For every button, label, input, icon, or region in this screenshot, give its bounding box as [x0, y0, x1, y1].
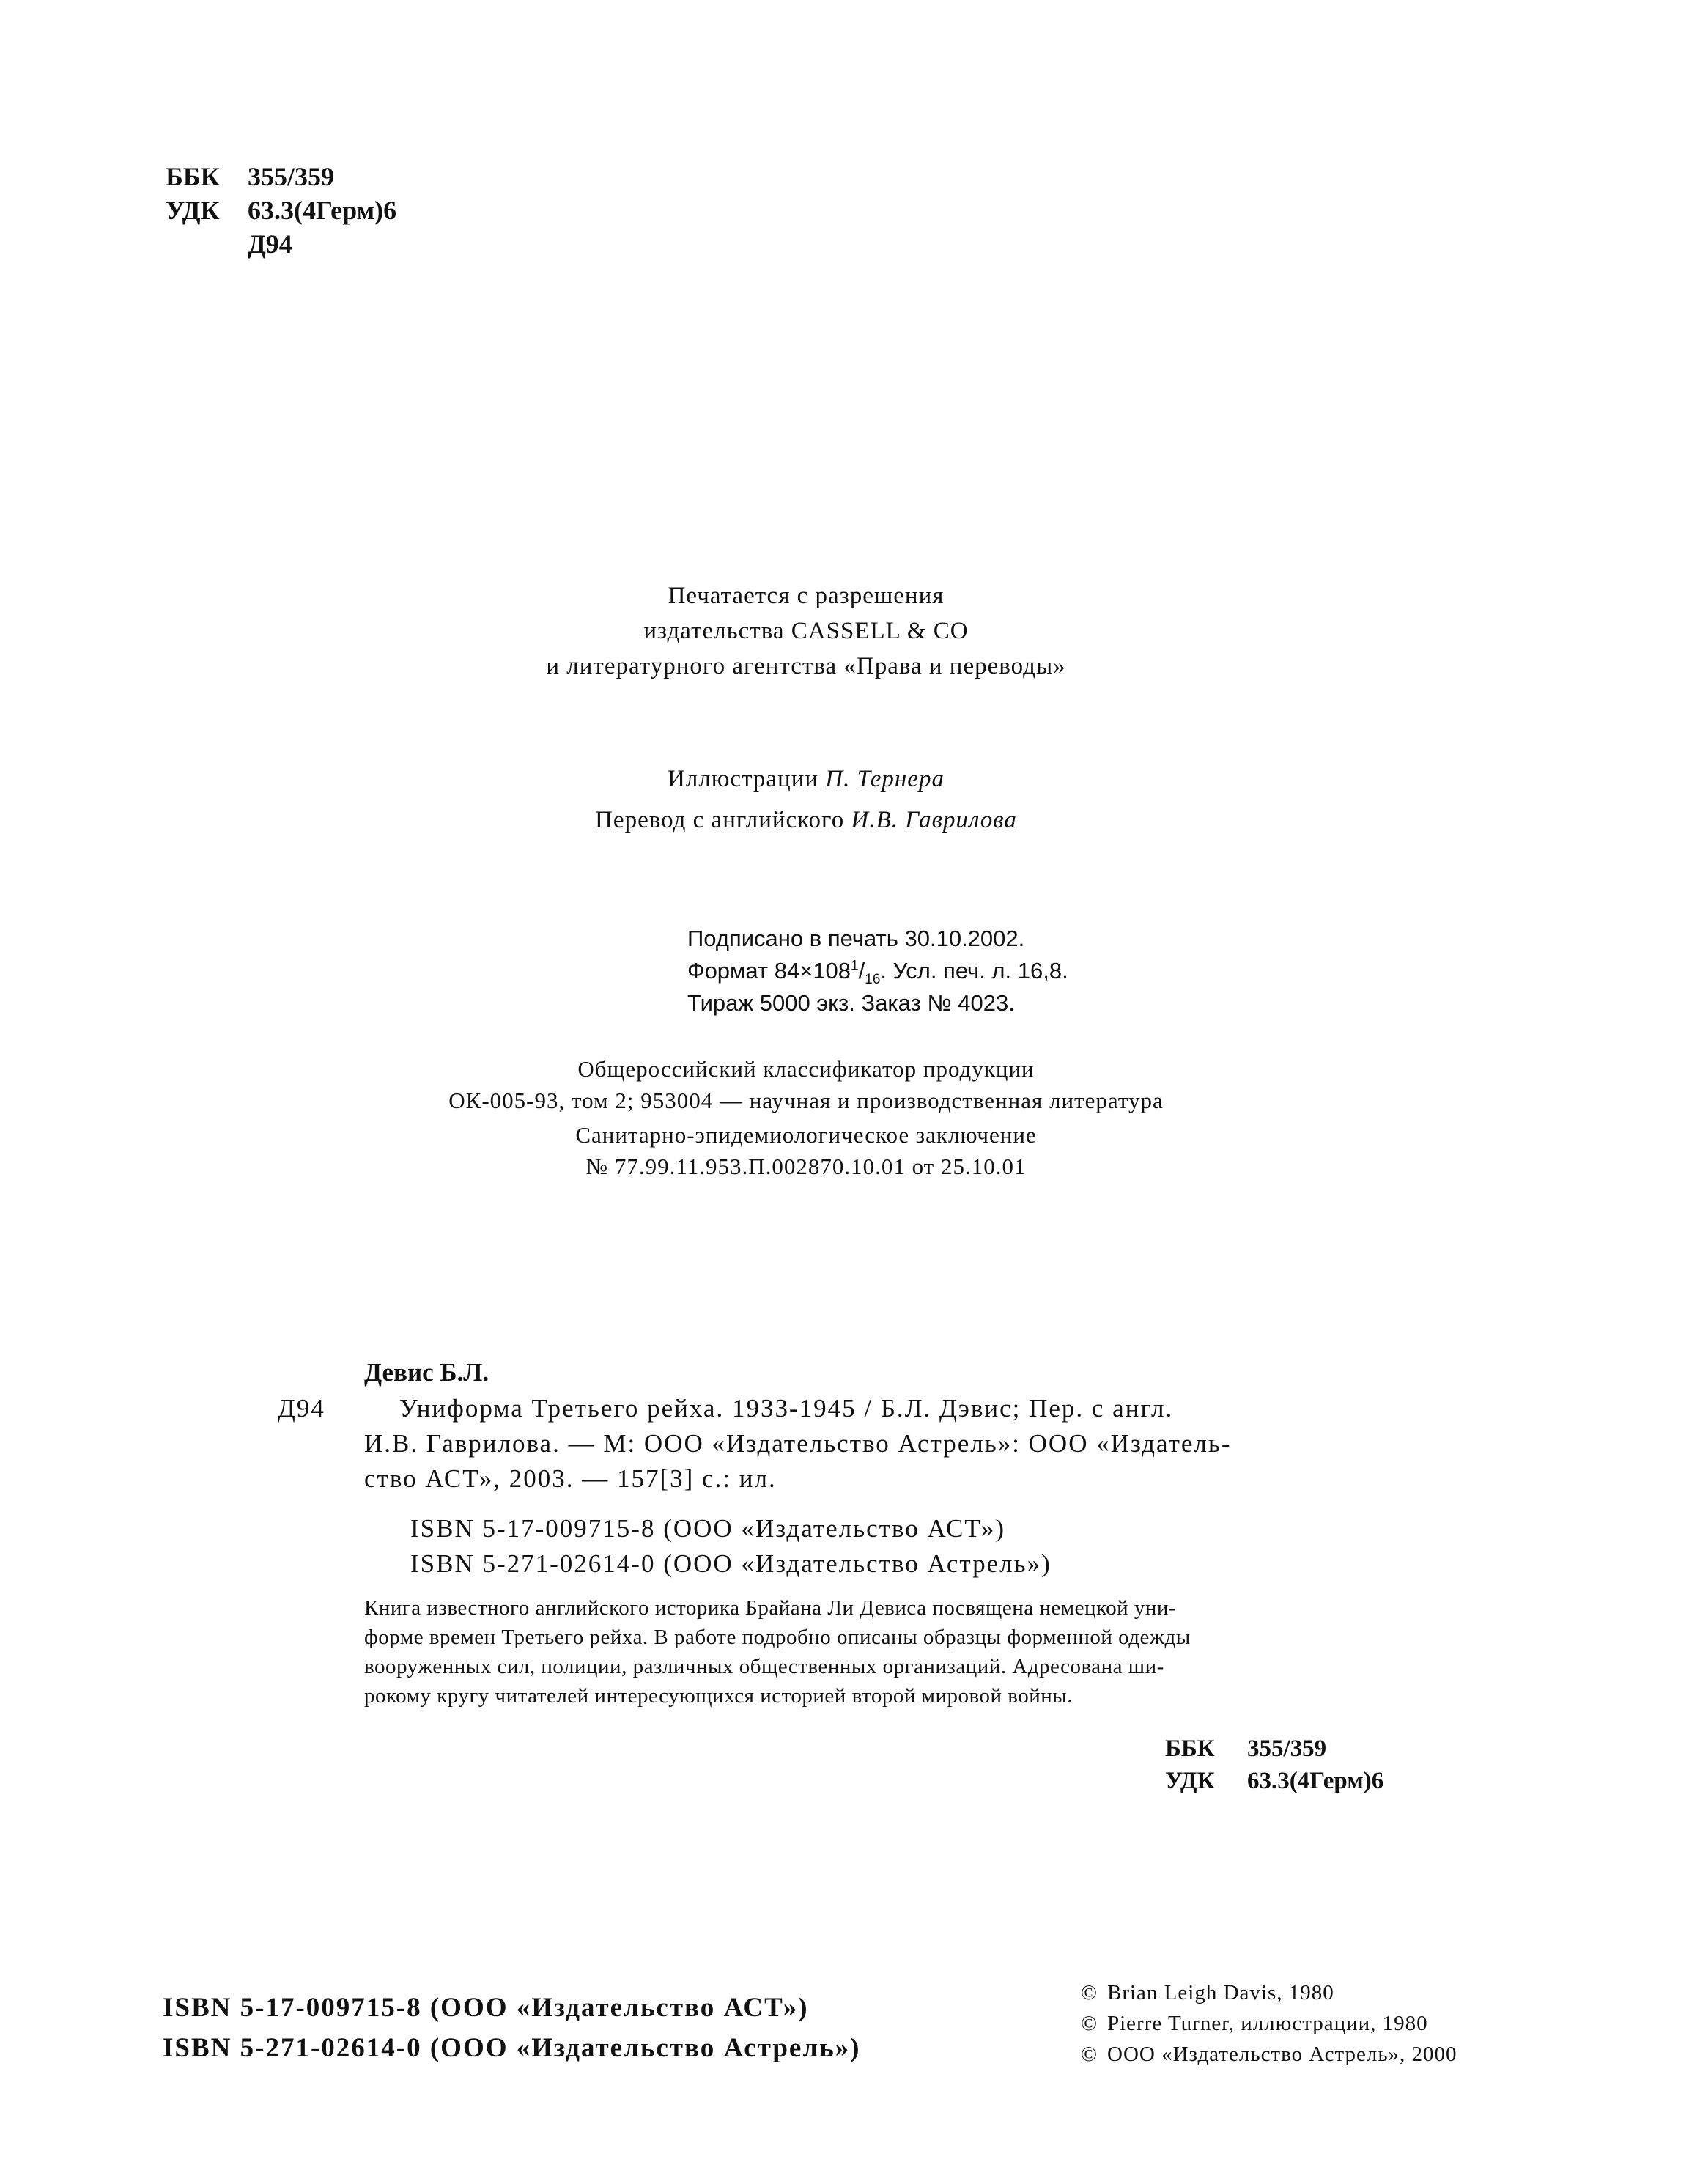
permission-line-2: издательства CASSELL & CO: [643, 618, 969, 644]
print-format: Формат $84\times 108^1/_{16}$. Усл. печ. л. 16,8.: [687, 958, 1068, 988]
copyright-symbol: ©: [1081, 1981, 1098, 2004]
permission-line-3: и литературного агентства «Права и переводы»: [546, 653, 1066, 679]
print-signed: Подписано в печать 30.10.2002.: [687, 926, 1025, 951]
illustrations-name: П. Тернера: [825, 766, 945, 792]
format-prefix: Формат 84×108: [687, 958, 851, 984]
udk-label: УДК: [166, 196, 220, 225]
bbk-row: [166, 160, 396, 193]
copyright-text-3: ООО «Издательство Астрель», 2000: [1107, 2043, 1457, 2066]
bib-isbn-2: ISBN 5-271-02614-0 (ООО «Издательство Астрель»): [410, 1549, 1052, 1578]
copyright-symbol: ©: [1081, 2012, 1098, 2035]
copyright-line-1: [1081, 1981, 1334, 2005]
format-sub: 16: [865, 972, 881, 988]
translation-credit: [513, 807, 1099, 834]
translation-name: И.В. Гаврилова: [851, 807, 1017, 833]
copyright-line-2: [1081, 2012, 1428, 2036]
isbn-bottom-2: ISBN 5-271-02614-0 (ООО «Издательство Астрель»): [163, 2033, 861, 2063]
format-sup: 1: [851, 958, 859, 974]
bib-author: Девис Б.Л.: [364, 1358, 489, 1387]
bbk-bottom-value: 355/359: [1247, 1735, 1327, 1762]
udk-bottom-value: 63.3(4Герм)6: [1247, 1768, 1384, 1794]
copyright-text-1: Brian Leigh Davis, 1980: [1107, 1981, 1334, 2004]
udk-bottom-label: УДК: [1165, 1768, 1215, 1794]
bbk-value: 355/359: [248, 162, 335, 191]
copyright-line-3: [1081, 2043, 1457, 2067]
author-mark: Д94: [248, 229, 292, 259]
bib-mark: Д94: [278, 1394, 325, 1423]
annotation-line-2: форме времен Третьего рейха. В работе подробно описаны образцы форменной одежды: [364, 1626, 1191, 1649]
bbk-label: ББК: [166, 162, 220, 191]
bbk-bottom-row: [1165, 1733, 1383, 1765]
bib-line-1: Униформа Третьего рейха. 1933-1945 / Б.Л. Дэвис; Пер. с англ.: [399, 1394, 1174, 1423]
bbk-bottom-label: ББК: [1165, 1735, 1215, 1762]
classifier-line-1: Общероссийский классификатор продукции: [577, 1056, 1035, 1082]
print-run: Тираж 5000 экз. Заказ № 4023.: [687, 990, 1015, 1016]
bib-line-2: И.В. Гаврилова. — М: ООО «Издательство Астрель»: ООО «Издатель-: [364, 1429, 1232, 1458]
udk-row: [166, 193, 396, 227]
annotation-line-1: Книга известного английского историка Брайана Ли Девиса посвящена немецкой уни-: [364, 1596, 1177, 1620]
bib-isbn-1: ISBN 5-17-009715-8 (ООО «Издательство АСТ»): [410, 1514, 1005, 1543]
catalog-top-block: [166, 160, 396, 261]
copyright-text-2: Pierre Turner, иллюстрации, 1980: [1107, 2012, 1428, 2035]
bib-line-3: ство АСТ», 2003. — 157[3] с.: ил.: [364, 1464, 777, 1493]
isbn-bottom-1: ISBN 5-17-009715-8 (ООО «Издательство АСТ»): [163, 1993, 809, 2023]
annotation-line-3: вооруженных сил, полиции, различных общественных организаций. Адресована ши-: [364, 1655, 1164, 1678]
permission-line-1: Печатается с разрешения: [668, 583, 945, 609]
format-suffix: . Усл. печ. л. 16,8.: [880, 958, 1068, 984]
translation-label: Перевод с английского: [595, 807, 845, 833]
annotation-line-4: рокому кругу читателей интересующихся историей второй мировой войны.: [364, 1684, 1073, 1708]
udk-value: 63.3(4Герм)6: [248, 196, 397, 225]
classifier-line-3: Санитарно-эпидемиологическое заключение: [575, 1122, 1037, 1148]
author-mark-row: [166, 227, 396, 261]
classifier-line-4: № 77.99.11.953.П.002870.10.01 от 25.10.01: [585, 1154, 1027, 1179]
illustrations-credit: [513, 766, 1099, 793]
copyright-symbol: ©: [1081, 2043, 1098, 2066]
catalog-bottom-block: [1165, 1733, 1383, 1797]
classifier-line-2: ОК-005-93, том 2; 953004 — научная и производственная литература: [448, 1088, 1164, 1113]
udk-bottom-row: [1165, 1765, 1383, 1797]
illustrations-label: Иллюстрации: [668, 766, 819, 792]
